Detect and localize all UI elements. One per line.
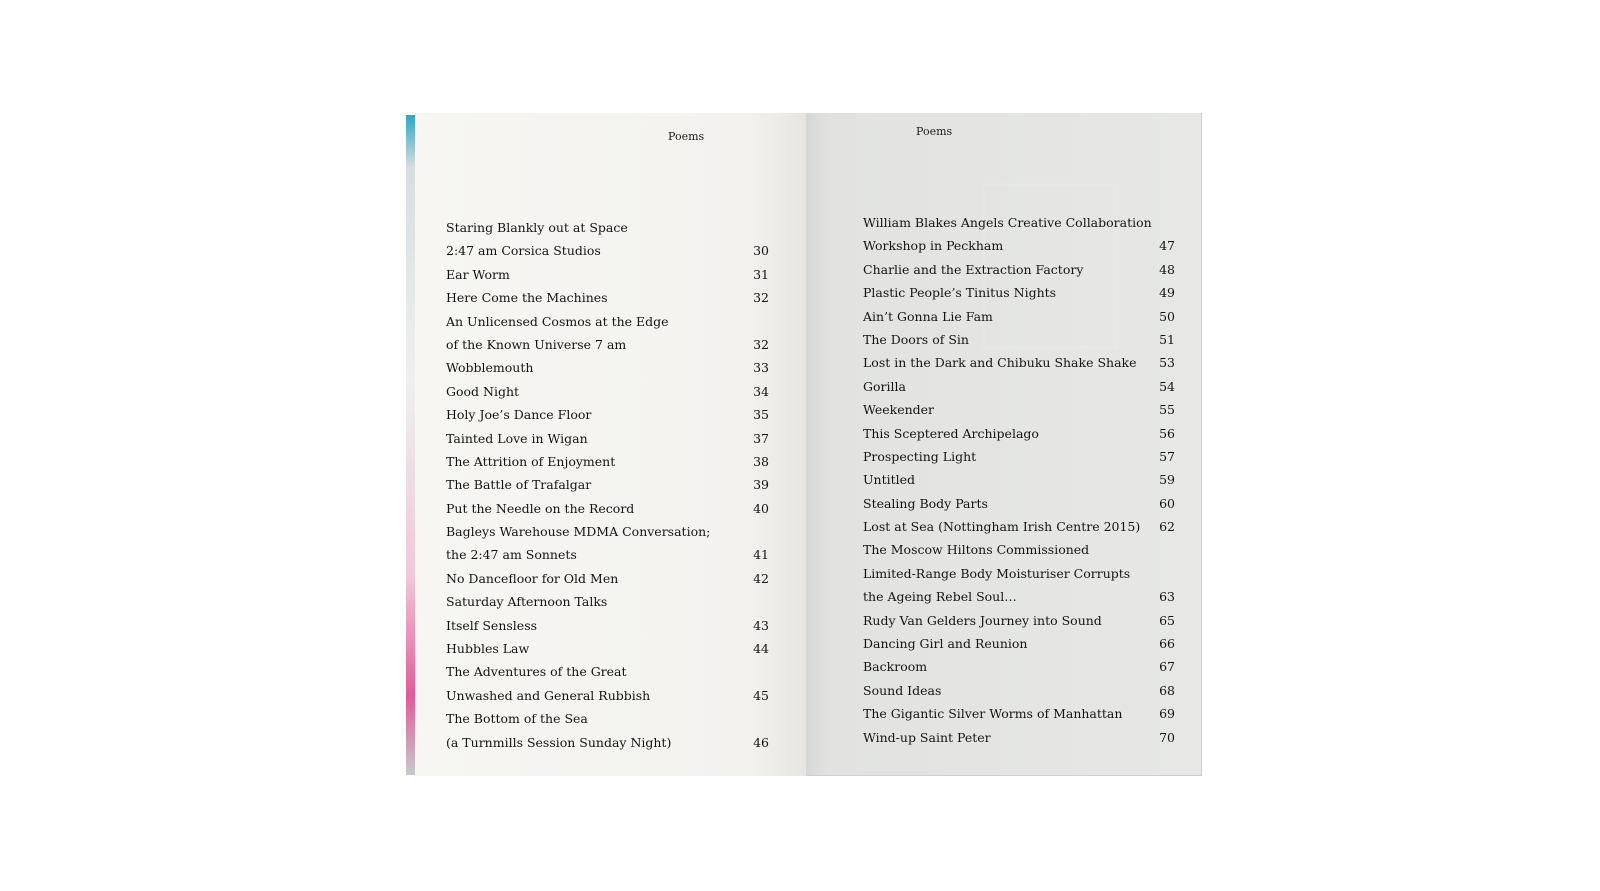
toc-entry — [863, 726, 1175, 749]
toc-entry-title: 2:47 am Corsica Studios — [446, 243, 601, 259]
toc-entry-title: The Attrition of Enjoyment — [446, 453, 616, 469]
toc-entry-page-number: 54 — [1159, 378, 1175, 394]
toc-entry-page-number: 68 — [1159, 682, 1175, 698]
toc-entry-title: Wobblemouth — [446, 360, 534, 376]
toc-entry — [446, 543, 769, 566]
toc-entry — [446, 286, 769, 309]
toc-entry-title: Plastic People’s Tinitus Nights — [863, 285, 1057, 301]
toc-entry-title: Rudy Van Gelders Journey into Sound — [863, 612, 1102, 628]
toc-entry — [446, 473, 769, 496]
toc-entry-title: Lost in the Dark and Chibuku Shake Shake — [863, 355, 1137, 371]
toc-entry — [863, 609, 1175, 632]
page-header: Poems — [916, 125, 953, 138]
toc-entry — [863, 538, 1175, 561]
toc-entry-title: (a Turnmills Session Sunday Night) — [446, 734, 672, 750]
toc-entry-title: Bagleys Warehouse MDMA Conversation; — [446, 524, 711, 540]
toc-entry-page-number: 66 — [1159, 636, 1175, 652]
toc-entry-page-number: 44 — [753, 641, 769, 657]
toc-entry-page-number: 49 — [1159, 285, 1175, 301]
toc-entry-page-number: 62 — [1159, 519, 1175, 535]
toc-entry-title: Here Come the Machines — [446, 290, 608, 306]
toc-entry — [446, 427, 769, 450]
toc-entry — [863, 702, 1175, 725]
toc-entry — [863, 445, 1175, 468]
toc-entry-page-number: 65 — [1159, 612, 1175, 628]
page-header: Poems — [668, 130, 705, 143]
toc-entry — [446, 660, 769, 683]
toc-entry-page-number: 60 — [1159, 495, 1175, 511]
right-page — [806, 113, 1202, 776]
table-of-contents-right — [863, 211, 1175, 749]
toc-entry — [863, 211, 1175, 234]
toc-entry-page-number: 56 — [1159, 425, 1175, 441]
toc-entry — [863, 375, 1175, 398]
toc-entry-page-number: 32 — [753, 336, 769, 352]
toc-entry-title: Untitled — [863, 472, 916, 488]
toc-entry-title: Put the Needle on the Record — [446, 500, 635, 516]
toc-entry-title: Hubbles Law — [446, 641, 530, 657]
toc-entry — [863, 468, 1175, 491]
toc-entry-page-number: 38 — [753, 453, 769, 469]
toc-entry-title: Ear Worm — [446, 266, 510, 282]
toc-entry-title: An Unlicensed Cosmos at the Edge — [446, 313, 669, 329]
toc-entry — [446, 356, 769, 379]
toc-entry-title: Sound Ideas — [863, 682, 942, 698]
toc-entry — [446, 310, 769, 333]
toc-entry-title: the Ageing Rebel Soul… — [863, 589, 1017, 605]
toc-entry-title: The Adventures of the Great — [446, 664, 627, 680]
toc-entry — [863, 234, 1175, 257]
toc-entry — [446, 216, 769, 239]
toc-entry — [863, 585, 1175, 608]
toc-entry — [863, 655, 1175, 678]
toc-entry — [446, 497, 769, 520]
toc-entry-page-number: 42 — [753, 570, 769, 586]
toc-entry-page-number: 34 — [753, 383, 769, 399]
toc-entry-page-number: 32 — [753, 290, 769, 306]
toc-entry-title: No Dancefloor for Old Men — [446, 570, 619, 586]
toc-entry — [446, 567, 769, 590]
toc-entry — [863, 351, 1175, 374]
toc-entry-page-number: 40 — [753, 500, 769, 516]
toc-entry — [446, 403, 769, 426]
toc-entry-page-number: 70 — [1159, 729, 1175, 745]
toc-entry — [446, 263, 769, 286]
toc-entry-title: of the Known Universe 7 am — [446, 336, 627, 352]
toc-entry — [863, 422, 1175, 445]
toc-entry-page-number: 63 — [1159, 589, 1175, 605]
toc-entry-page-number: 69 — [1159, 706, 1175, 722]
toc-entry — [446, 239, 769, 262]
toc-entry-title: Staring Blankly out at Space — [446, 220, 628, 235]
toc-entry — [446, 684, 769, 707]
toc-entry-title: The Doors of Sin — [863, 331, 969, 347]
toc-entry-title: Lost at Sea (Nottingham Irish Centre 2015) — [863, 519, 1141, 535]
toc-entry-page-number: 39 — [753, 477, 769, 493]
toc-entry-title: Stealing Body Parts — [863, 495, 988, 511]
toc-entry-page-number: 45 — [753, 687, 769, 703]
table-of-contents-left — [446, 216, 769, 754]
toc-entry-title: Workshop in Peckham — [863, 238, 1004, 254]
toc-entry-page-number: 59 — [1159, 472, 1175, 488]
toc-entry — [446, 614, 769, 637]
toc-entry — [863, 398, 1175, 421]
toc-entry-page-number: 30 — [753, 243, 769, 259]
toc-entry-page-number: 47 — [1159, 238, 1175, 254]
toc-entry-title: Weekender — [863, 402, 935, 418]
toc-entry-title: This Sceptered Archipelago — [863, 425, 1039, 441]
toc-entry — [446, 731, 769, 754]
toc-entry-title: Dancing Girl and Reunion — [863, 636, 1028, 652]
toc-entry-title: Prospecting Light — [863, 448, 977, 464]
toc-entry-page-number: 37 — [753, 430, 769, 446]
toc-entry — [446, 707, 769, 730]
toc-entry-page-number: 33 — [753, 360, 769, 376]
toc-entry — [446, 450, 769, 473]
toc-entry-page-number: 46 — [753, 734, 769, 750]
toc-entry-title: The Bottom of the Sea — [446, 711, 588, 727]
toc-entry-page-number: 55 — [1159, 402, 1175, 418]
toc-entry-title: Saturday Afternoon Talks — [446, 594, 608, 610]
toc-entry-title: Tainted Love in Wigan — [446, 430, 588, 446]
toc-entry — [863, 562, 1175, 585]
toc-entry-page-number: 53 — [1159, 355, 1175, 371]
toc-entry-title: Limited-Range Body Moisturiser Corrupts — [863, 565, 1131, 581]
toc-entry-title: the 2:47 am Sonnets — [446, 547, 577, 563]
toc-entry — [863, 258, 1175, 281]
toc-entry-title: Wind-up Saint Peter — [863, 729, 991, 745]
toc-entry-title: Gorilla — [863, 378, 906, 394]
toc-entry — [863, 305, 1175, 328]
toc-entry-page-number: 50 — [1159, 308, 1175, 324]
toc-entry-title: Good Night — [446, 383, 520, 399]
toc-entry-title: Holy Joe’s Dance Floor — [446, 407, 592, 423]
toc-entry-title: Unwashed and General Rubbish — [446, 687, 651, 703]
toc-entry-page-number: 31 — [753, 266, 769, 282]
toc-entry-title: Ain’t Gonna Lie Fam — [863, 308, 993, 324]
toc-entry — [863, 632, 1175, 655]
toc-entry-title: William Blakes Angels Creative Collaboration — [863, 215, 1152, 230]
toc-entry — [863, 281, 1175, 304]
toc-entry — [446, 637, 769, 660]
toc-entry-page-number: 35 — [753, 407, 769, 423]
toc-entry — [446, 380, 769, 403]
toc-entry-title: The Moscow Hiltons Commissioned — [863, 542, 1090, 558]
toc-entry-page-number: 57 — [1159, 448, 1175, 464]
toc-entry — [863, 492, 1175, 515]
toc-entry — [446, 520, 769, 543]
left-page — [415, 113, 806, 776]
toc-entry — [863, 328, 1175, 351]
toc-entry-title: The Gigantic Silver Worms of Manhattan — [863, 706, 1123, 722]
toc-entry-title: Backroom — [863, 659, 928, 675]
toc-entry-page-number: 48 — [1159, 261, 1175, 277]
toc-entry — [863, 679, 1175, 702]
toc-entry-page-number: 43 — [753, 617, 769, 633]
toc-entry — [446, 333, 769, 356]
toc-entry-page-number: 67 — [1159, 659, 1175, 675]
toc-entry-page-number: 41 — [753, 547, 769, 563]
toc-entry-page-number: 51 — [1159, 331, 1175, 347]
toc-entry-title: Itself Sensless — [446, 617, 538, 633]
toc-entry — [446, 590, 769, 613]
toc-entry-title: Charlie and the Extraction Factory — [863, 261, 1084, 277]
toc-entry — [863, 515, 1175, 538]
toc-entry-title: The Battle of Trafalgar — [446, 477, 592, 493]
